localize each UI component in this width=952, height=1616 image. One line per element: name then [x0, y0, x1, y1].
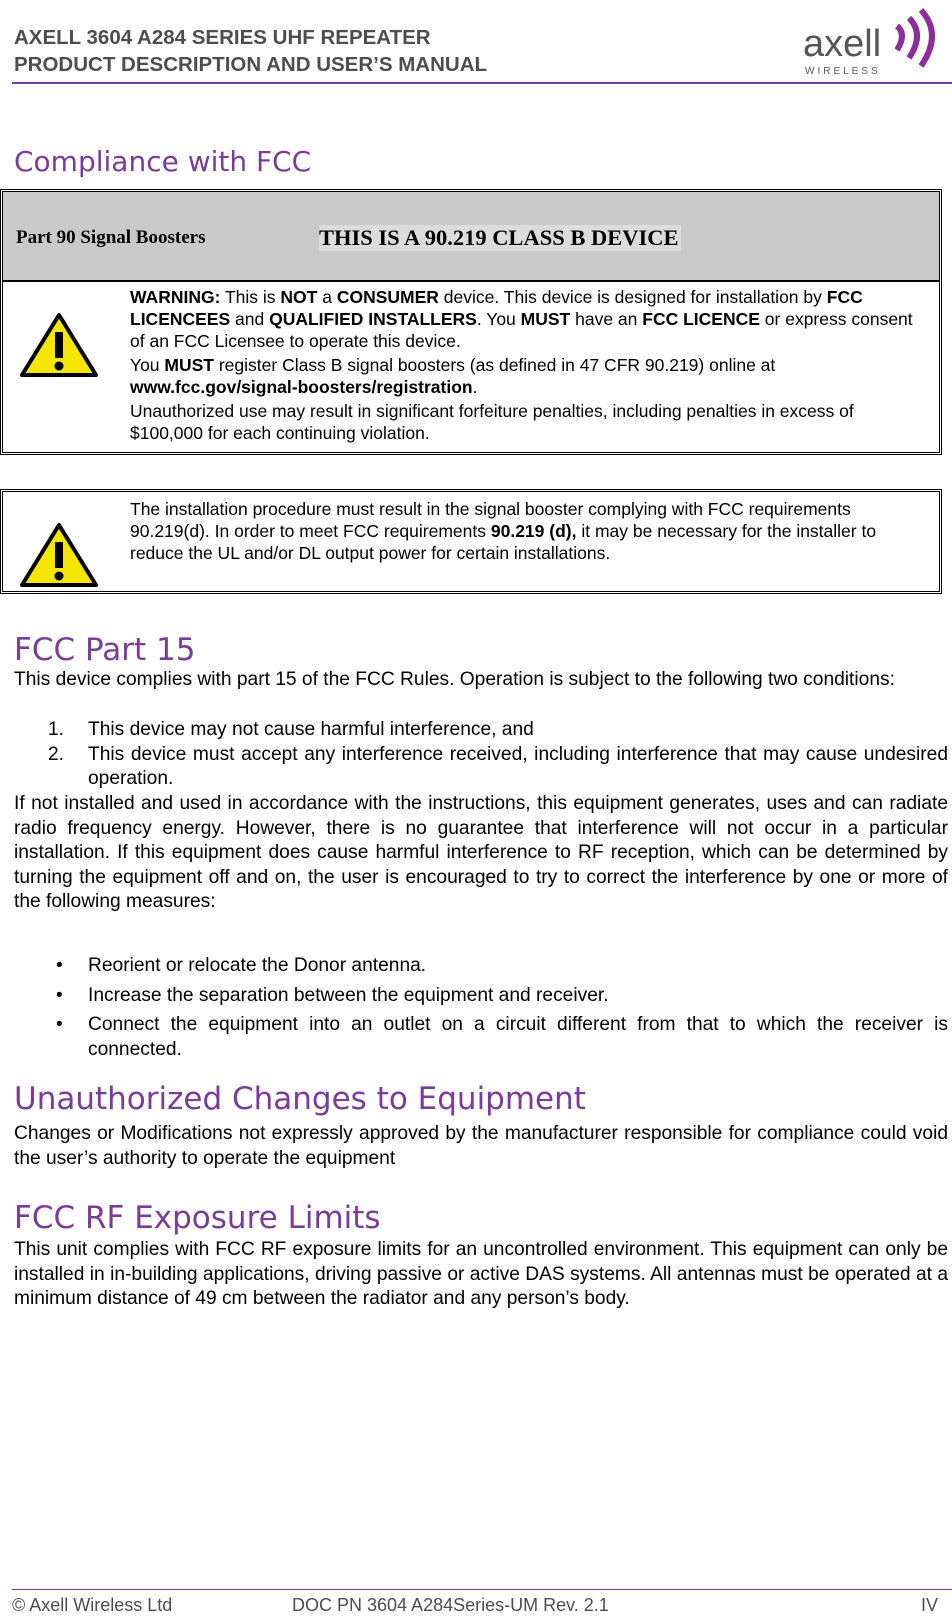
- footer-doc-number: DOC PN 3604 A284Series-UM Rev. 2.1: [292, 1595, 609, 1615]
- warning-triangle-icon: [19, 522, 99, 588]
- axell-logo: [795, 4, 945, 76]
- registration-url: www.fcc.gov/signal-boosters/registration: [130, 377, 473, 397]
- header-rule: [12, 82, 952, 84]
- band-left-label: Part 90 Signal Boosters: [16, 227, 206, 248]
- logo-arc-1: [897, 26, 902, 50]
- header-title-line1: AXELL 3604 A284 SERIES UHF REPEATER: [14, 26, 431, 49]
- section-title-rf-exposure: FCC RF Exposure Limits: [14, 1200, 381, 1236]
- logo-wordmark: axell: [803, 23, 882, 65]
- condition-text: This device may not cause harmful interference, and: [88, 719, 534, 740]
- logo-subtitle: WIRELESS: [805, 66, 881, 76]
- warning-triangle-icon: [19, 312, 99, 378]
- bullet-icon: •: [56, 1014, 63, 1036]
- warning-text: [130, 286, 929, 444]
- class-b-band: [3, 192, 939, 282]
- band-right-label: THIS IS A 90.219 CLASS B DEVICE: [319, 225, 679, 250]
- part15-intro: This device complies with part 15 of the FCC Rules. Operation is subject to the following two conditions:: [14, 669, 895, 690]
- penalty-paragraph: Unauthorized use may result in significant forfeiture penalties, including penalties in excess of $100,000 for each continuing violation.: [130, 401, 854, 443]
- footer-copyright: © Axell Wireless Ltd: [12, 1595, 173, 1615]
- measure-item: [48, 954, 948, 979]
- warning-paragraph: WARNING: This is NOT a CONSUMER device. This device is designed for installation by FCC LICENCEES and QUALIFIED INSTALLERS. You MUST have an FCC LICENCE or express consent of an FCC Licensee to operate this device.: [130, 287, 913, 351]
- footer-page-number: IV: [920, 1595, 938, 1615]
- condition-number: 2.: [48, 743, 65, 765]
- part15-conditions-list: [48, 718, 948, 792]
- section-title-part15: FCC Part 15: [14, 632, 196, 668]
- measure-text: Increase the separation between the equipment and receiver.: [88, 984, 609, 1006]
- condition-item: [48, 718, 948, 743]
- condition-text: This device must accept any interference received, including interference that may cause undesired operation.: [88, 743, 948, 790]
- measure-item: [48, 984, 948, 1009]
- installation-note-text: The installation procedure must result in the signal booster complying with FCC requirements 90.219(d). In order to meet FCC requirements 90.219 (d), it may be necessary for the installer to reduce the UL and/or DL output power for certain installations.: [130, 499, 877, 563]
- section-title-unauthorized: Unauthorized Changes to Equipment: [14, 1081, 586, 1117]
- unauthorized-text: Changes or Modifications not expressly approved by the manufacturer responsible for compliance could void the user’s authority to operate the equipment: [14, 1123, 948, 1169]
- logo-arc-3: [921, 10, 932, 66]
- installation-note-box: [0, 489, 942, 594]
- header-title-line2: PRODUCT DESCRIPTION AND USER’S MANUAL: [14, 53, 488, 76]
- section-title-compliance: Compliance with FCC: [14, 145, 312, 178]
- document-header: [14, 24, 487, 78]
- registration-paragraph: You MUST register Class B signal boosters (as defined in 47 CFR 90.219) online at www.fcc.gov/signal-boosters/registration.: [130, 355, 776, 397]
- measure-text: Reorient or relocate the Donor antenna.: [88, 955, 427, 976]
- bullet-icon: •: [56, 984, 63, 1006]
- measure-text: Connect the equipment into an outlet on a circuit different from that to which the receiver is connected.: [88, 1014, 948, 1060]
- logo-arc-2: [909, 18, 917, 58]
- part15-measures-list: [48, 954, 948, 1067]
- measure-item: [48, 1013, 948, 1062]
- condition-item: [48, 743, 948, 792]
- bullet-icon: •: [56, 955, 63, 976]
- footer-rule: [12, 1589, 952, 1590]
- fcc-class-b-box: [0, 189, 942, 455]
- rf-exposure-text: This unit complies with FCC RF exposure limits for an uncontrolled environment. This equipment can only be installed in in-building applications, driving passive or active DAS systems. All antennas must be operated at a minimum distance of 49 cm between the radiator and any person’s body.: [14, 1239, 948, 1310]
- condition-number: 1.: [48, 719, 65, 740]
- part15-paragraph: If not installed and used in accordance with the instructions, this equipment generates, uses and can radiate radio frequency energy. However, there is no guarantee that interference will not occur in a particular installation. If this equipment does cause harmful interference to RF reception, which can be determined by turning the equipment off and on, the user is encouraged to try to correct the interference by one or more of the following measures:: [14, 793, 948, 913]
